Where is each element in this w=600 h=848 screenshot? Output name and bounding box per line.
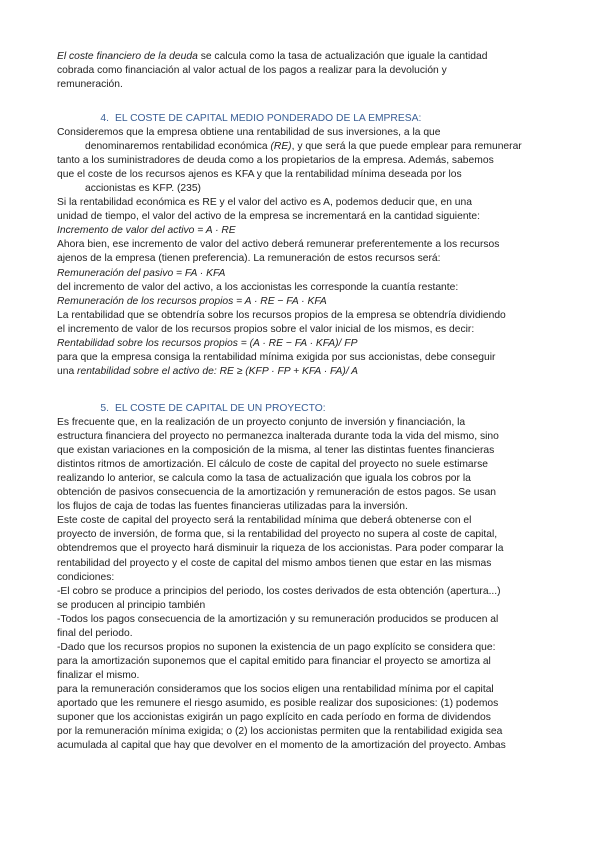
intro-line-2: cobrada como financiación al valor actual de los pagos a realizar para la devolución y xyxy=(57,65,447,77)
s4-p1-line2 xyxy=(57,140,547,154)
formula-incremento: Incremento de valor del activo = A · RE xyxy=(57,225,236,237)
s4-p6-line2 xyxy=(57,365,547,379)
section-5-heading xyxy=(57,402,547,416)
section-4 xyxy=(57,112,547,379)
s5-line-13: -El cobro se produce a principios del periodo, los costes derivados de esta obtención (apertura...) xyxy=(57,585,501,597)
s5-line-1: Es frecuente que, en la realización de un proyecto conjunto de inversión y financiación, la xyxy=(57,417,466,429)
s5-line-10: obtendremos que el proyecto hará disminuir la riqueza de los accionistas. Para poder comparar la xyxy=(57,543,504,555)
s5-line-12: condiciones: xyxy=(57,571,115,583)
s4-p4-line1: del incremento de valor del activo, a los accionistas les corresponde la cuantía restante: xyxy=(57,281,459,293)
s5-line-16: final del periodo. xyxy=(57,627,133,639)
section-4-title: EL COSTE DE CAPITAL MEDIO PONDERADO DE LA EMPRESA: xyxy=(115,113,422,124)
s4-p1-line4: que el coste de los recursos ajenos es KFA y que la rentabilidad mínima deseada por los xyxy=(57,169,462,181)
s5-line-21: aportado que les remunere el riesgo asumido, es posible realizar dos suposiciones: (1) podemos xyxy=(57,697,499,709)
s5-line-9: proyecto de inversión, de forma que, si la rentabilidad del proyecto no supera al coste de capital, xyxy=(57,529,498,541)
s5-line-19: finalizar el mismo. xyxy=(57,669,140,681)
section-4-number: 4. xyxy=(100,113,109,124)
formula-propios: Remuneración de los recursos propios = A · RE − FA · KFA xyxy=(57,295,327,307)
intro-line-1 xyxy=(57,50,547,64)
formula-rentabilidad: Rentabilidad sobre los recursos propios = (A · RE − FA · KFA)/ FP xyxy=(57,337,358,349)
s5-line-3: que existan variaciones en la composición de la misma, al tener las distintas fuentes financieras xyxy=(57,445,495,457)
s4-p2-line2: unidad de tiempo, el valor del activo de la empresa se incrementará en la cantidad siguiente: xyxy=(57,211,480,223)
intro-lead-italic: El coste financiero de la deuda xyxy=(57,51,198,62)
s4-re-term: (RE) xyxy=(270,141,292,153)
s4-p5-line2: el incremento de valor de los recursos propios sobre el valor inicial de los mismos, es decir: xyxy=(57,323,475,335)
intro-lead-rest: se calcula como la tasa de actualización que iguale la cantidad xyxy=(197,51,488,62)
s4-p2-line1: Si la rentabilidad económica es RE y el valor del activo es A, podemos deducir que, en una xyxy=(57,197,472,209)
section-5-body xyxy=(57,416,547,753)
s4-p3-line1: Ahora bien, ese incremento de valor del activo deberá remunerar preferentemente a los recursos xyxy=(57,239,500,251)
s5-line-6: obtención de pasivos consecuencia de la amortización y remuneración de estos pagos. Se usan xyxy=(57,487,497,499)
s5-line-5: realizando lo anterior, se calcula como la tasa de actualización que iguala los cobros por la xyxy=(57,473,471,485)
s5-line-23: por la remuneración mínima exigida; o (2) los accionistas permiten que la rentabilidad exigida sea xyxy=(57,726,503,738)
s5-line-2: estructura financiera del proyecto no permanezca inalterada durante toda la vida del mismo, sino xyxy=(57,431,499,443)
s4-p1-line2a: denominaremos rentabilidad económica xyxy=(85,141,271,153)
s4-p1-line3: tanto a los suministradores de deuda como a los propietarios de la empresa. Además, sabemos xyxy=(57,155,494,167)
s5-line-7: los flujos de caja de todas las fuentes financieras utilizadas para la inversión. xyxy=(57,501,408,513)
s5-line-24: acumulada al capital que hay que devolver en el momento de la amortización del proyecto. Ambas xyxy=(57,740,506,752)
s5-line-17: -Dado que los recursos propios no suponen la existencia de un pago explícito se considera que: xyxy=(57,641,496,653)
s4-p1-line1: Consideremos que la empresa obtiene una rentabilidad de sus inversiones, a la que xyxy=(57,127,441,139)
s5-line-8: Este coste de capital del proyecto será la rentabilidad mínima que deberá obtenerse con el xyxy=(57,515,472,527)
s5-line-11: rentabilidad del proyecto y el coste de capital del mismo ambos tienen que estar en las mismas xyxy=(57,557,492,569)
formula-rentabilidad-activo: rentabilidad sobre el activo de: RE ≥ (KFP · FP + KFA · FA)/ A xyxy=(77,365,359,377)
s4-p1-line5: accionistas es KFP. (235) xyxy=(85,183,201,195)
s5-line-4: distintos ritmos de amortización. El cálculo de coste de capital del proyecto no suele estimarse xyxy=(57,459,488,471)
s5-line-18: para la amortización suponemos que el capital emitido para financiar el proyecto se amortiza al xyxy=(57,655,491,667)
formula-pasivo: Remuneración del pasivo = FA · KFA xyxy=(57,267,226,279)
s5-line-14: se producen al principio también xyxy=(57,599,206,611)
section-5-number: 5. xyxy=(100,403,109,414)
s4-p3-line2: ajenos de la empresa (tienen preferencia). La remuneración de estos recursos será: xyxy=(57,253,441,265)
intro-line-3: remuneración. xyxy=(57,79,123,91)
s4-p5-line1: La rentabilidad que se obtendría sobre los recursos propios de la empresa se obtendría dividiendo xyxy=(57,309,506,321)
s4-p6-line1: para que la empresa consiga la rentabilidad mínima exigida por sus accionistas, debe conseguir xyxy=(57,351,496,363)
s5-line-20: para la remuneración consideramos que los socios eligen una rentabilidad mínima por el capital xyxy=(57,683,494,695)
intro-paragraph xyxy=(57,50,547,92)
section-5-title: EL COSTE DE CAPITAL DE UN PROYECTO: xyxy=(115,403,326,414)
s4-p6-line2a: una xyxy=(57,365,78,377)
s4-p1-line2b: , y que será la que puede emplear para remunerar xyxy=(291,141,522,153)
s5-line-15: -Todos los pagos consecuencia de la amortización y su remuneración producidos se producen al xyxy=(57,613,499,625)
section-4-heading xyxy=(57,112,547,126)
section-5 xyxy=(57,402,547,753)
s5-line-22: suponer que los accionistas exigirán un pago explícito en cada período en forma de dividendos xyxy=(57,712,491,724)
